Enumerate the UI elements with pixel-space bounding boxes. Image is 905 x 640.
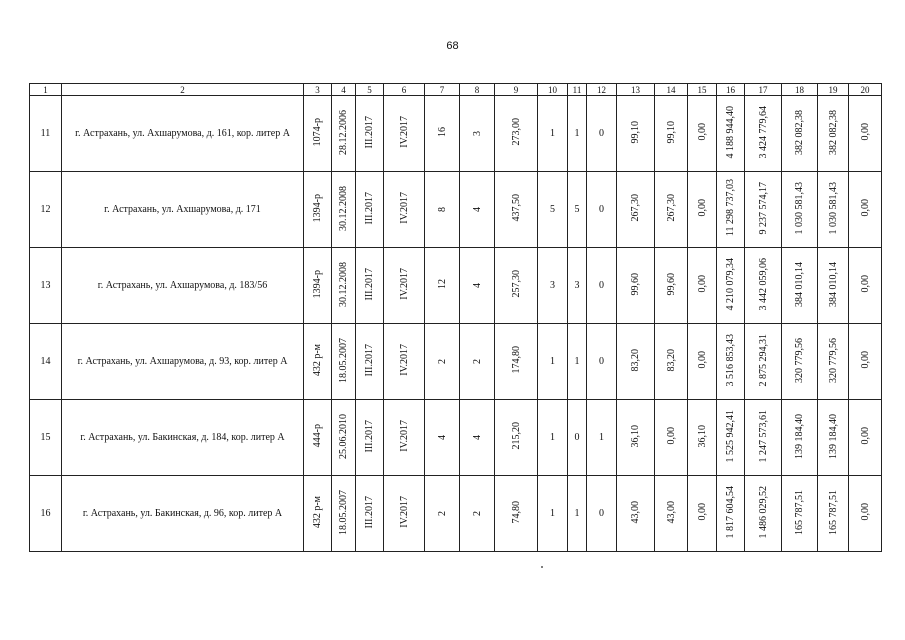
value-cell-text: 99,10 (630, 120, 641, 144)
value-cell (460, 248, 495, 324)
value-cell (688, 172, 717, 248)
value-cell (655, 172, 688, 248)
value-cell (495, 172, 538, 248)
decision-date-cell (332, 400, 356, 476)
value-cell (745, 96, 782, 172)
value-cell-text: 1 030 581,43 (794, 181, 805, 235)
value-cell-text: 384 010,14 (794, 261, 805, 307)
decision-number-cell (304, 172, 332, 248)
value-cell (655, 96, 688, 172)
value-cell-text: 0,00 (859, 123, 871, 141)
value-cell (425, 96, 460, 172)
address-cell: г. Астрахань, ул. Ахшарумова, д. 93, кор. литер А (62, 324, 304, 400)
value-cell-text: 1 525 942,41 (725, 409, 736, 463)
value-cell (655, 324, 688, 400)
end-period-cell (384, 248, 425, 324)
value-cell (782, 248, 818, 324)
value-cell (849, 248, 882, 324)
value-cell (495, 248, 538, 324)
value-cell-text: 320 779,56 (794, 337, 805, 383)
value-cell-text: 36,10 (696, 424, 708, 448)
col-header: 1 (30, 84, 62, 96)
value-cell: 1 (587, 400, 617, 476)
row-number: 15 (30, 400, 62, 476)
decision-date-cell-text: 18.05.2007 (338, 337, 349, 383)
value-cell-text: 3 516 853,43 (725, 333, 736, 387)
table-row (30, 96, 882, 172)
value-cell (717, 172, 745, 248)
end-period-cell (384, 172, 425, 248)
value-cell (688, 400, 717, 476)
value-cell-text: 1 247 573,61 (757, 409, 769, 463)
decision-date-cell (332, 324, 356, 400)
end-period-cell-text: IV.2017 (398, 344, 410, 376)
value-cell-text: 0,00 (696, 275, 708, 293)
value-cell-text: 9 237 574,17 (757, 181, 769, 235)
row-number: 11 (30, 96, 62, 172)
value-cell (688, 324, 717, 400)
col-header: 9 (495, 84, 538, 96)
value-cell (717, 96, 745, 172)
value-cell (782, 324, 818, 400)
value-cell: 0 (568, 400, 587, 476)
col-header: 4 (332, 84, 356, 96)
value-cell-text: 99,10 (665, 120, 677, 144)
value-cell (617, 476, 655, 552)
value-cell-text: 36,10 (630, 424, 641, 448)
value-cell: 1 (568, 96, 587, 172)
decision-date-cell (332, 96, 356, 172)
value-cell (745, 248, 782, 324)
table-row (30, 172, 882, 248)
start-period-cell (356, 248, 384, 324)
value-cell-text: 99,60 (630, 272, 641, 296)
value-cell (617, 400, 655, 476)
decision-date-cell (332, 248, 356, 324)
value-cell: 0 (587, 96, 617, 172)
value-cell (425, 248, 460, 324)
value-cell-text: 11 298 737,03 (725, 179, 736, 237)
decision-number-cell (304, 324, 332, 400)
decision-number-cell-text: 432 р-м (312, 495, 323, 529)
value-cell-text: 174,80 (510, 346, 522, 374)
value-cell-text: 4 188 944,40 (725, 105, 736, 159)
row-number: 14 (30, 324, 62, 400)
start-period-cell (356, 476, 384, 552)
address-cell: г. Астрахань, ул. Ахшарумова, д. 161, кор. литер А (62, 96, 304, 172)
value-cell-text: 0,00 (859, 199, 871, 217)
value-cell-text: 382 082,38 (827, 109, 839, 155)
value-cell-text: 0,00 (696, 123, 708, 141)
value-cell (849, 476, 882, 552)
decision-number-cell-text: 1394-р (312, 193, 323, 223)
value-cell (745, 172, 782, 248)
value-cell-text: 0,00 (859, 427, 871, 445)
value-cell-text: 273,00 (510, 118, 522, 146)
value-cell-text: 382 082,38 (794, 109, 805, 155)
value-cell (460, 400, 495, 476)
value-cell-text: 3 442 059,06 (757, 257, 769, 311)
value-cell (849, 324, 882, 400)
decision-number-cell-text: 1074-р (312, 117, 323, 147)
decision-number-cell-text: 432 р-м (312, 343, 323, 377)
col-header: 12 (587, 84, 617, 96)
value-cell-text: 165 787,51 (827, 489, 839, 535)
col-header: 3 (304, 84, 332, 96)
decision-date-cell (332, 172, 356, 248)
value-cell-text: 74,80 (510, 500, 522, 524)
table-row (30, 248, 882, 324)
decision-date-cell-text: 18.05.2007 (338, 489, 349, 535)
col-header: 14 (655, 84, 688, 96)
value-cell (495, 400, 538, 476)
start-period-cell (356, 172, 384, 248)
address-cell: г. Астрахань, ул. Бакинская, д. 96, кор. литер А (62, 476, 304, 552)
value-cell-text: 0,00 (665, 427, 677, 445)
value-cell-text: 43,00 (665, 500, 677, 524)
row-number: 12 (30, 172, 62, 248)
value-cell-text: 384 010,14 (827, 261, 839, 307)
col-header: 17 (745, 84, 782, 96)
value-cell-text: 4 (436, 435, 448, 440)
value-cell (745, 324, 782, 400)
end-period-cell-text: IV.2017 (398, 420, 410, 452)
value-cell (617, 248, 655, 324)
value-cell: 5 (568, 172, 587, 248)
value-cell (717, 400, 745, 476)
value-cell-text: 1 486 029,52 (757, 485, 769, 539)
value-cell (617, 324, 655, 400)
value-cell-text: 2 (436, 359, 448, 364)
value-cell-text: 1 817 604,54 (725, 485, 736, 539)
value-cell (688, 96, 717, 172)
table-row (30, 476, 882, 552)
value-cell-text: 4 210 079,34 (725, 257, 736, 311)
value-cell: 1 (538, 324, 568, 400)
value-cell (782, 96, 818, 172)
decision-date-cell-text: 28.12.2006 (338, 109, 349, 155)
start-period-cell-text: III.2017 (364, 267, 375, 301)
value-cell-text: 83,20 (665, 348, 677, 372)
value-cell (782, 476, 818, 552)
col-header: 19 (818, 84, 849, 96)
value-cell: 0 (587, 476, 617, 552)
start-period-cell-text: III.2017 (364, 115, 375, 149)
value-cell-text: 0,00 (696, 503, 708, 521)
decision-date-cell-text: 25.06.2010 (338, 413, 349, 459)
value-cell-text: 99,60 (665, 272, 677, 296)
value-cell (818, 324, 849, 400)
end-period-cell (384, 324, 425, 400)
start-period-cell-text: III.2017 (364, 343, 375, 377)
table-row (30, 400, 882, 476)
row-number: 13 (30, 248, 62, 324)
value-cell (849, 400, 882, 476)
value-cell (655, 248, 688, 324)
value-cell-text: 0,00 (696, 351, 708, 369)
value-cell: 1 (538, 400, 568, 476)
value-cell (849, 172, 882, 248)
col-header: 11 (568, 84, 587, 96)
col-header: 6 (384, 84, 425, 96)
value-cell (717, 324, 745, 400)
value-cell-text: 320 779,56 (827, 337, 839, 383)
value-cell (460, 172, 495, 248)
value-cell (717, 248, 745, 324)
start-period-cell-text: III.2017 (364, 419, 375, 453)
value-cell: 1 (568, 324, 587, 400)
value-cell (818, 476, 849, 552)
value-cell (460, 324, 495, 400)
value-cell (849, 96, 882, 172)
value-cell (495, 476, 538, 552)
end-period-cell-text: IV.2017 (398, 268, 410, 300)
start-period-cell (356, 96, 384, 172)
col-header: 15 (688, 84, 717, 96)
scan-dot (541, 566, 543, 568)
value-cell-text: 43,00 (630, 500, 641, 524)
value-cell (425, 476, 460, 552)
value-cell (495, 324, 538, 400)
decision-number-cell (304, 96, 332, 172)
address-cell: г. Астрахань, ул. Бакинская, д. 184, кор. литер А (62, 400, 304, 476)
value-cell-text: 4 (471, 283, 483, 288)
value-cell (617, 172, 655, 248)
value-cell (818, 400, 849, 476)
col-header: 10 (538, 84, 568, 96)
decision-number-cell-text: 1394-р (312, 269, 323, 299)
col-header: 2 (62, 84, 304, 96)
value-cell (688, 248, 717, 324)
decision-number-cell-text: 444-р (312, 424, 323, 448)
value-cell-text: 16 (436, 127, 448, 137)
value-cell (460, 476, 495, 552)
row-number: 16 (30, 476, 62, 552)
value-cell-text: 2 (471, 359, 483, 364)
value-cell-text: 83,20 (630, 348, 641, 372)
value-cell (782, 172, 818, 248)
value-cell-text: 4 (471, 435, 483, 440)
value-cell (782, 400, 818, 476)
value-cell (745, 476, 782, 552)
value-cell (818, 96, 849, 172)
value-cell: 0 (587, 248, 617, 324)
value-cell-text: 3 424 779,64 (757, 105, 769, 159)
value-cell: 1 (568, 476, 587, 552)
value-cell-text: 0,00 (859, 503, 871, 521)
col-header: 20 (849, 84, 882, 96)
value-cell-text: 165 787,51 (794, 489, 805, 535)
resettlement-table (29, 83, 882, 552)
start-period-cell-text: III.2017 (364, 495, 375, 529)
decision-number-cell (304, 248, 332, 324)
col-header: 7 (425, 84, 460, 96)
decision-date-cell-text: 30.12.2008 (338, 261, 349, 307)
start-period-cell (356, 324, 384, 400)
header-row (30, 84, 882, 96)
value-cell: 1 (538, 96, 568, 172)
start-period-cell-text: III.2017 (364, 191, 375, 225)
value-cell-text: 3 (471, 131, 483, 136)
value-cell (818, 172, 849, 248)
table-row (30, 324, 882, 400)
value-cell (495, 96, 538, 172)
col-header: 13 (617, 84, 655, 96)
col-header: 8 (460, 84, 495, 96)
address-cell: г. Астрахань, ул. Ахшарумова, д. 171 (62, 172, 304, 248)
value-cell: 5 (538, 172, 568, 248)
value-cell-text: 0,00 (696, 199, 708, 217)
decision-number-cell (304, 400, 332, 476)
end-period-cell (384, 476, 425, 552)
decision-number-cell (304, 476, 332, 552)
value-cell (425, 324, 460, 400)
value-cell-text: 437,50 (510, 194, 522, 222)
end-period-cell (384, 400, 425, 476)
value-cell (717, 476, 745, 552)
col-header: 5 (356, 84, 384, 96)
value-cell: 3 (538, 248, 568, 324)
end-period-cell-text: IV.2017 (398, 192, 410, 224)
end-period-cell-text: IV.2017 (398, 116, 410, 148)
value-cell-text: 4 (471, 207, 483, 212)
value-cell-text: 257,30 (510, 270, 522, 298)
value-cell: 3 (568, 248, 587, 324)
value-cell (425, 400, 460, 476)
value-cell (655, 476, 688, 552)
value-cell: 0 (587, 324, 617, 400)
decision-date-cell (332, 476, 356, 552)
value-cell-text: 12 (436, 279, 448, 289)
value-cell-text: 2 (436, 511, 448, 516)
end-period-cell (384, 96, 425, 172)
value-cell: 0 (587, 172, 617, 248)
value-cell-text: 0,00 (859, 351, 871, 369)
value-cell-text: 1 030 581,43 (827, 181, 839, 235)
value-cell-text: 267,30 (630, 194, 641, 222)
col-header: 18 (782, 84, 818, 96)
value-cell-text: 139 184,40 (794, 413, 805, 459)
value-cell-text: 8 (436, 207, 448, 212)
value-cell (745, 400, 782, 476)
value-cell (425, 172, 460, 248)
value-cell-text: 0,00 (859, 275, 871, 293)
start-period-cell (356, 400, 384, 476)
value-cell (688, 476, 717, 552)
value-cell (655, 400, 688, 476)
value-cell-text: 215,20 (510, 422, 522, 450)
value-cell (818, 248, 849, 324)
value-cell (460, 96, 495, 172)
value-cell-text: 267,30 (665, 194, 677, 222)
value-cell: 1 (538, 476, 568, 552)
value-cell-text: 139 184,40 (827, 413, 839, 459)
page-number: 68 (446, 40, 459, 52)
address-cell: г. Астрахань, ул. Ахшарумова, д. 183/56 (62, 248, 304, 324)
decision-date-cell-text: 30.12.2008 (338, 185, 349, 231)
value-cell-text: 2 875 294,31 (757, 333, 769, 387)
end-period-cell-text: IV.2017 (398, 496, 410, 528)
value-cell (617, 96, 655, 172)
value-cell-text: 2 (471, 511, 483, 516)
col-header: 16 (717, 84, 745, 96)
